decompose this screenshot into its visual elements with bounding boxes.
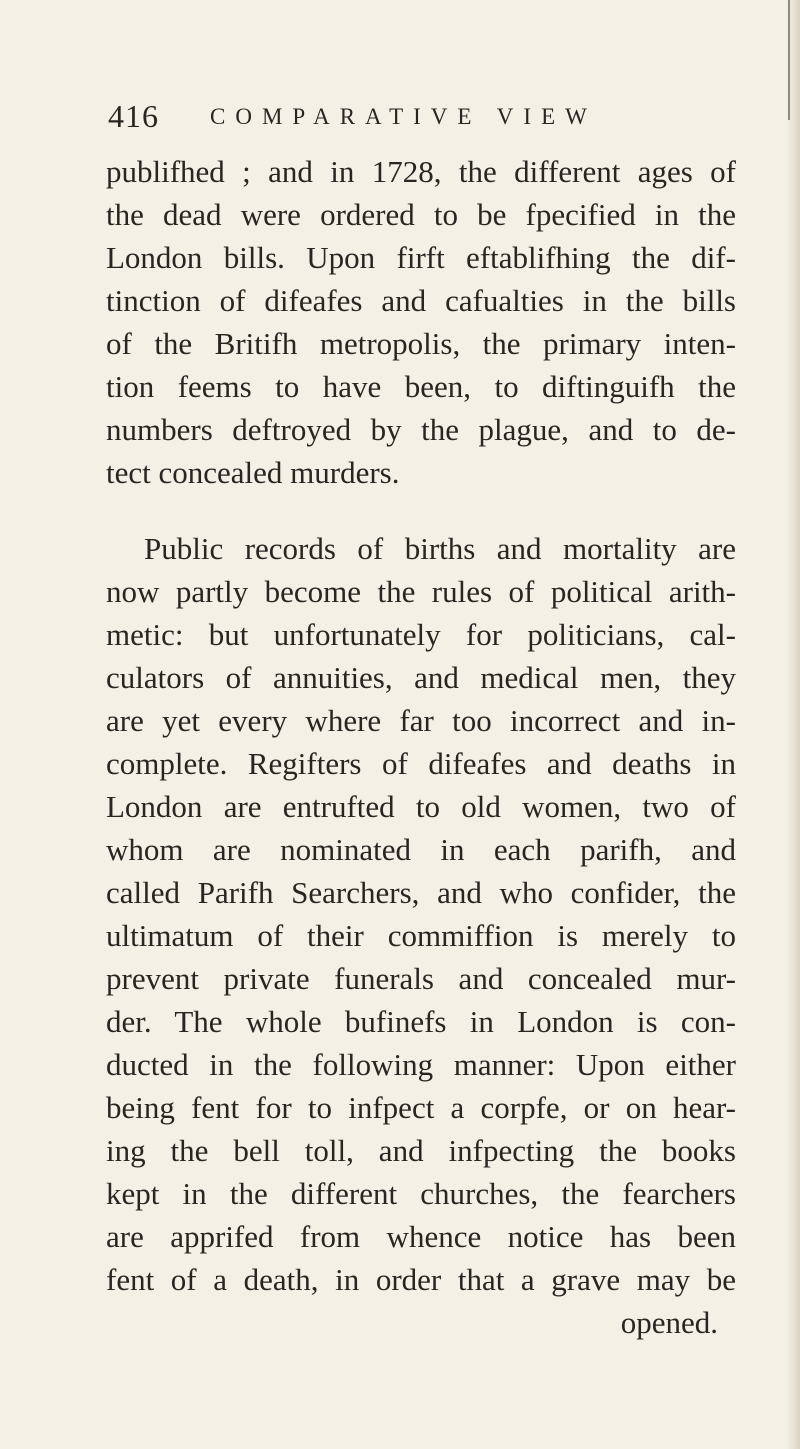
catchword: opened.	[620, 1305, 718, 1340]
text-line: London bills. Upon firft eftablifhing the dif-	[106, 240, 736, 275]
page-number: 416	[108, 98, 159, 134]
text-line: of the Britifh metropolis, the primary inten-	[106, 326, 736, 361]
text-line: London are entrufted to old women, two of	[106, 789, 736, 824]
running-title: COMPARATIVE VIEW	[210, 104, 597, 129]
paragraph	[106, 150, 736, 494]
text-line: numbers deftroyed by the plague, and to de-	[106, 412, 736, 447]
text-line: fent of a death, in order that a grave may be	[106, 1262, 736, 1297]
paragraph	[106, 527, 736, 1301]
text-line: Public records of births and mortality are	[144, 531, 736, 566]
text-line: ing the bell toll, and infpecting the books	[106, 1133, 736, 1168]
text-line: called Parifh Searchers, and who confider, the	[106, 875, 736, 910]
text-line: complete. Regifters of difeafes and deaths in	[106, 746, 736, 781]
text-line: are apprifed from whence notice has been	[106, 1219, 736, 1254]
text-line: kept in the different churches, the fearchers	[106, 1176, 736, 1211]
text-line: are yet every where far too incorrect and in-	[106, 703, 736, 738]
text-line: publifhed ; and in 1728, the different ages of	[106, 154, 736, 189]
text-line: der. The whole bufinefs in London is con-	[106, 1004, 736, 1039]
text-line: metic: but unfortunately for politicians, cal-	[106, 617, 736, 652]
text-line: tion feems to have been, to diftinguifh the	[106, 369, 736, 404]
text-line: prevent private funerals and concealed mur-	[106, 961, 736, 996]
running-head	[108, 98, 708, 138]
paragraph-gap	[106, 494, 736, 527]
text-line: the dead were ordered to be fpecified in the	[106, 197, 736, 232]
text-line: now partly become the rules of political arith-	[106, 574, 736, 609]
page-edge-line	[788, 0, 790, 120]
text-line: culators of annuities, and medical men, they	[106, 660, 736, 695]
text-line: being fent for to infpect a corpfe, or on hear-	[106, 1090, 736, 1125]
page-edge	[786, 0, 800, 1449]
text-line: ultimatum of their commiffion is merely to	[106, 918, 736, 953]
text-line: tinction of difeafes and cafualties in the bills	[106, 283, 736, 318]
text-line: ducted in the following manner: Upon either	[106, 1047, 736, 1082]
text-line: tect concealed murders.	[106, 455, 400, 490]
page-body	[106, 150, 736, 1344]
text-line: whom are nominated in each parifh, and	[106, 832, 736, 867]
